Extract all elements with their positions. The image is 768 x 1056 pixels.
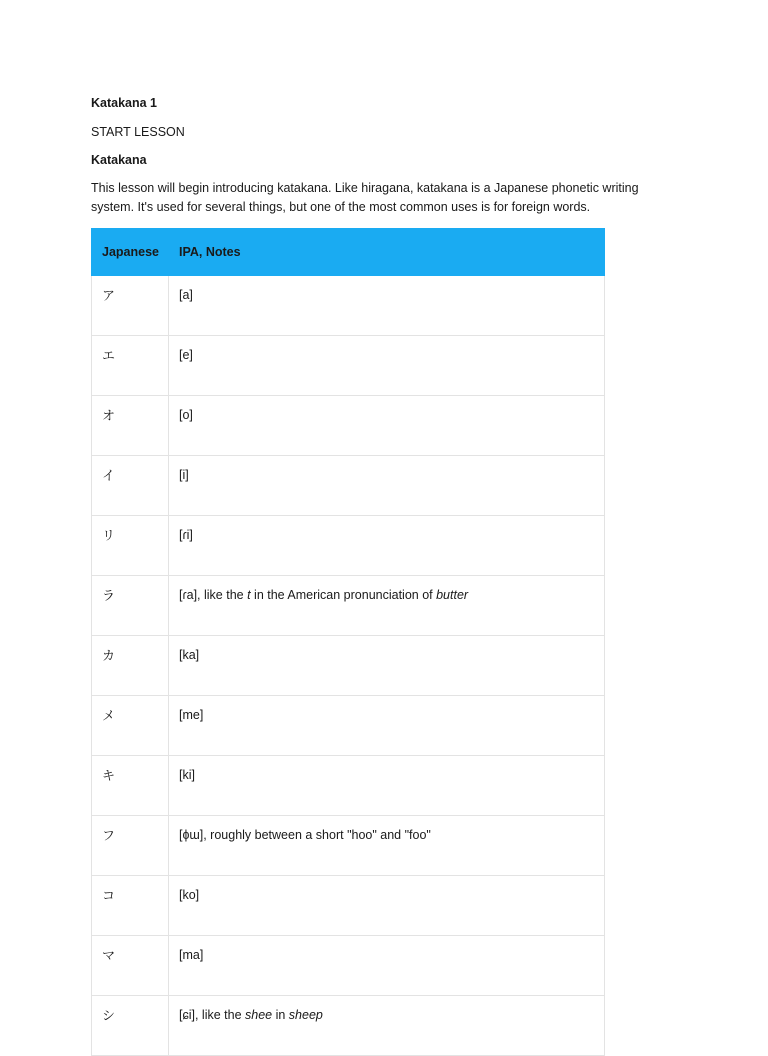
ipa-note-cell (169, 696, 605, 756)
table-row (92, 456, 605, 516)
note-text: in the American pronunciation of (250, 588, 437, 602)
table-row (92, 816, 605, 876)
ipa-note-cell (169, 876, 605, 936)
table-row (92, 336, 605, 396)
note-text: [me] (179, 708, 204, 722)
table-header-row (92, 229, 605, 276)
note-text: [ɾa], like the (179, 588, 248, 602)
table-row (92, 996, 605, 1056)
kana-cell: カ (92, 636, 169, 696)
ipa-note-cell (169, 516, 605, 576)
table-row (92, 396, 605, 456)
intro-paragraph: This lesson will begin introducing katakana. Like hiragana, katakana is a Japanese phonetic writing system. It's used for several things, but one of the most common uses is for foreign words. (91, 181, 639, 214)
column-header-ipa-notes: IPA, Notes (169, 229, 605, 276)
document-page (91, 94, 651, 1056)
note-text: [e] (179, 348, 193, 362)
kana-cell: オ (92, 396, 169, 456)
kana-cell: フ (92, 816, 169, 876)
note-italic-text: sheep (288, 1008, 323, 1022)
column-header-japanese: Japanese (92, 229, 169, 276)
table-row (92, 936, 605, 996)
ipa-note-cell (169, 276, 605, 336)
note-text: [ma] (179, 948, 204, 962)
note-text: [o] (179, 408, 193, 422)
note-text: [ɕi], like the (179, 1008, 245, 1022)
table-row (92, 756, 605, 816)
note-text: in (272, 1008, 289, 1022)
katakana-table (91, 228, 605, 1056)
ipa-note-cell (169, 456, 605, 516)
ipa-note-cell (169, 756, 605, 816)
ipa-note-cell (169, 396, 605, 456)
kana-cell: マ (92, 936, 169, 996)
kana-cell: キ (92, 756, 169, 816)
kana-cell: コ (92, 876, 169, 936)
start-lesson-label: START LESSON (91, 125, 185, 139)
note-italic-text: t (247, 588, 251, 602)
ipa-note-cell (169, 996, 605, 1056)
note-italic-text: butter (436, 588, 469, 602)
note-italic-text: shee (245, 1008, 273, 1022)
table-row (92, 636, 605, 696)
kana-cell: ア (92, 276, 169, 336)
note-text: [a] (179, 288, 193, 302)
table-row (92, 876, 605, 936)
note-text: [ko] (179, 888, 200, 902)
note-text: [ɾi] (179, 528, 193, 542)
kana-cell: イ (92, 456, 169, 516)
ipa-note-cell (169, 636, 605, 696)
note-text: [i] (179, 468, 189, 482)
note-text: [ki] (179, 768, 195, 782)
kana-cell: ラ (92, 576, 169, 636)
kana-cell: リ (92, 516, 169, 576)
ipa-note-cell (169, 576, 605, 636)
table-row (92, 576, 605, 636)
table-body (92, 276, 605, 1056)
kana-cell: メ (92, 696, 169, 756)
table-row (92, 696, 605, 756)
kana-cell: エ (92, 336, 169, 396)
table-row (92, 516, 605, 576)
table-row (92, 276, 605, 336)
ipa-note-cell (169, 816, 605, 876)
note-text: [ka] (179, 648, 200, 662)
ipa-note-cell (169, 336, 605, 396)
section-heading: Katakana (91, 153, 147, 167)
kana-cell: シ (92, 996, 169, 1056)
ipa-note-cell (169, 936, 605, 996)
document-title: Katakana 1 (91, 96, 158, 110)
note-text: [ɸɯ], roughly between a short "hoo" and "foo" (179, 828, 431, 842)
